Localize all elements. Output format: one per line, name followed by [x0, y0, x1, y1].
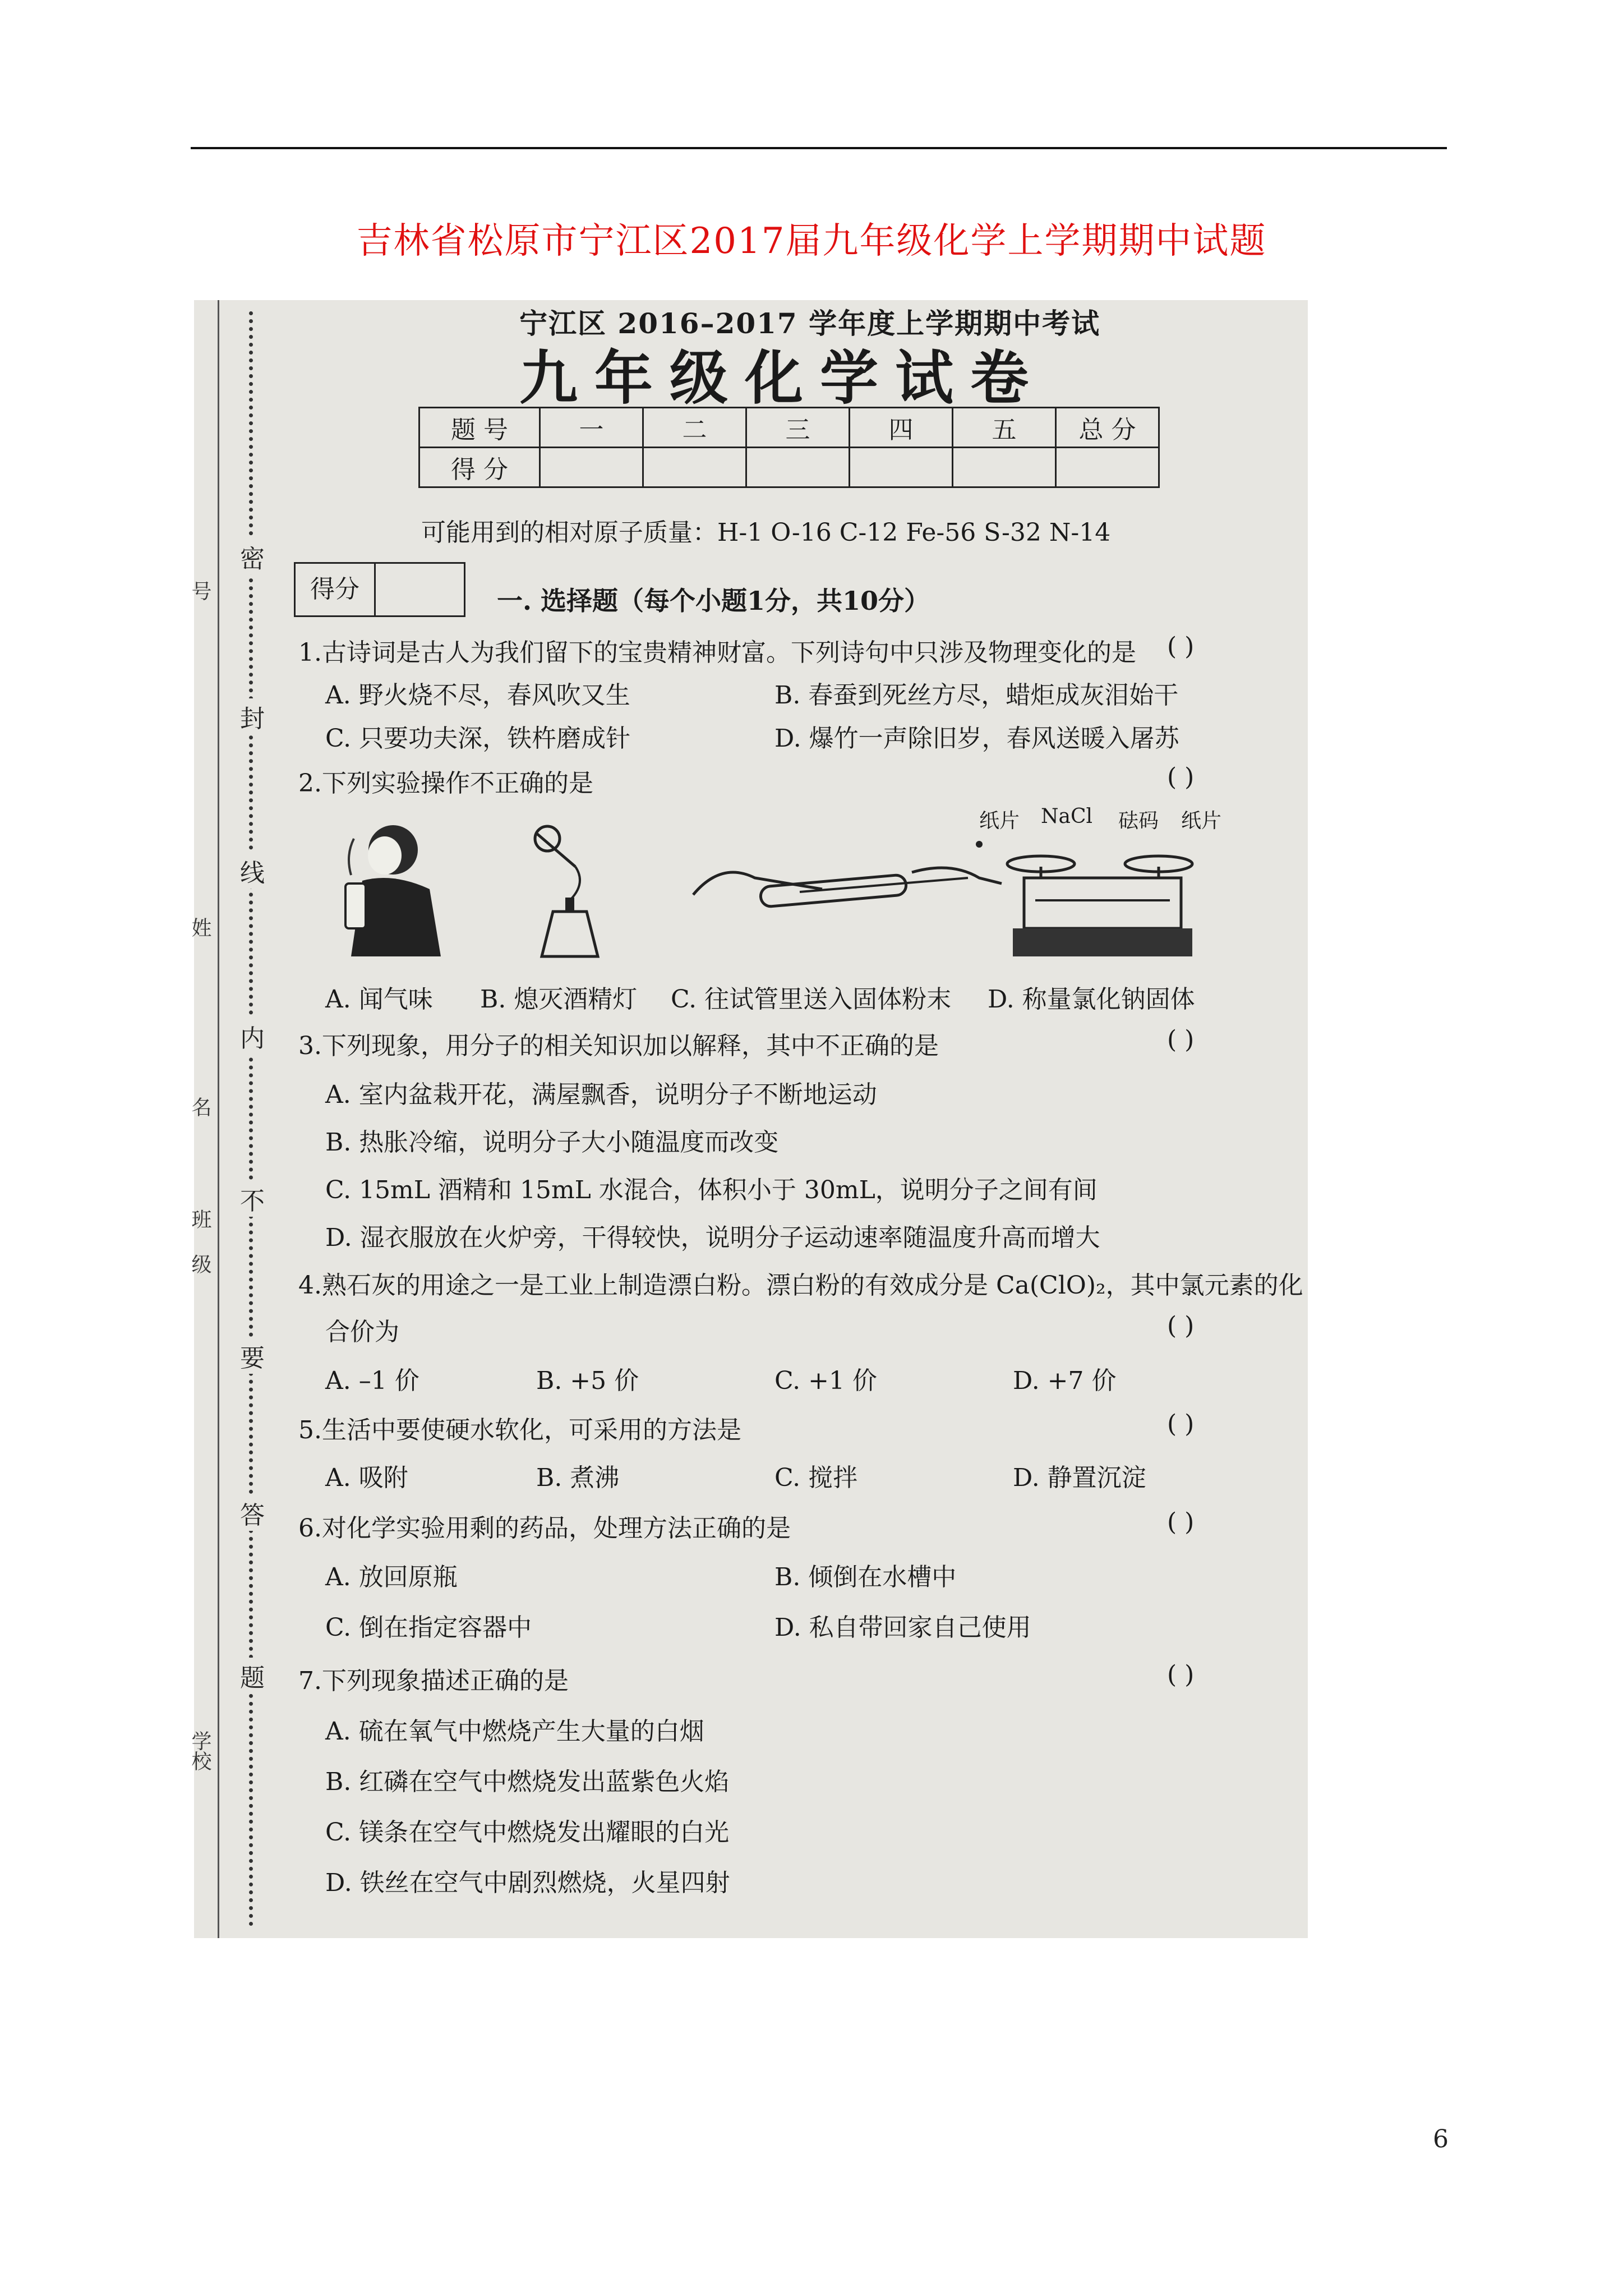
seal-char: 题 [239, 1658, 266, 1694]
score-table-cell: 得 分 [419, 448, 540, 487]
score-table-cell: 二 [643, 408, 746, 448]
option: A. 硫在氧气中燃烧产生大量的白烟 [325, 1717, 704, 1746]
side-field-label: 姓 [188, 917, 211, 937]
question-stem: 3.下列现象，用分子的相关知识加以解释，其中不正确的是 [298, 1032, 939, 1060]
option: D. +7 价 [1013, 1366, 1117, 1395]
option: B. 煮沸 [536, 1464, 620, 1492]
option: A. –1 价 [325, 1366, 419, 1395]
seal-char: 线 [239, 853, 266, 889]
seal-char: 要 [239, 1338, 266, 1374]
figure-label: NaCl [1041, 805, 1093, 828]
seal-char: 答 [239, 1495, 266, 1531]
section-title: 一. 选择题（每个小题1分，共10分） [497, 586, 930, 616]
score-table-header-row [419, 408, 1159, 448]
option: B. 热胀冷缩，说明分子大小随温度而改变 [325, 1128, 779, 1157]
answer-blank: ( ) [1167, 1312, 1195, 1340]
option: D. 称量氯化钠固体 [988, 985, 1195, 1014]
answer-blank: ( ) [1167, 1660, 1195, 1689]
option: A. 野火烧不尽，春风吹又生 [325, 681, 630, 710]
question-stem: 7.下列现象描述正确的是 [298, 1667, 569, 1695]
option: C. 15mL 酒精和 15mL 水混合，体积小于 30mL，说明分子之间有间 [325, 1176, 1098, 1204]
option: D. 私自带回家自己使用 [774, 1613, 1031, 1642]
score-table-cell: 四 [850, 408, 953, 448]
seal-char: 封 [239, 698, 266, 734]
side-field-label: 号 [188, 581, 211, 601]
side-field-label: 名 [188, 1097, 211, 1117]
option: D. 铁丝在空气中剧烈燃烧，火星四射 [325, 1869, 730, 1897]
seal-char: 内 [239, 1018, 266, 1054]
margin-rule [218, 300, 219, 1938]
score-table-cell: 一 [540, 408, 643, 448]
answer-blank: ( ) [1167, 1410, 1195, 1438]
option: A. 闻气味 [325, 985, 433, 1014]
option: C. 往试管里送入固体粉末 [671, 985, 952, 1014]
question-stem: 5.生活中要使硬水软化，可采用的方法是 [298, 1416, 741, 1444]
question-stem: 4.熟石灰的用途之一是工业上制造漂白粉。漂白粉的有效成分是 Ca(ClO)₂，其中氯元素的化 [298, 1271, 1303, 1300]
test-tube-figure [688, 839, 1013, 928]
option: B. 红磷在空气中燃烧发出蓝紫色火焰 [325, 1768, 730, 1796]
option: C. 镁条在空气中燃烧发出耀眼的白光 [325, 1818, 730, 1847]
option: C. 倒在指定容器中 [325, 1613, 532, 1642]
option: B. 熄灭酒精灯 [480, 985, 638, 1014]
option: C. 搅拌 [774, 1464, 858, 1492]
score-table-score-row [419, 448, 1159, 487]
score-input-cell [953, 448, 1056, 487]
side-field-label: 学校 [188, 1731, 211, 1771]
alcohol-lamp-figure [514, 822, 626, 962]
exam-title: 九年级化学试卷 [519, 344, 1046, 412]
question-stem: 1.古诗词是古人为我们留下的宝贵精神财富。下列诗句中只涉及物理变化的是 [298, 638, 1136, 667]
smelling-figure [329, 816, 458, 956]
top-rule [191, 147, 1447, 149]
option: A. 放回原瓶 [325, 1563, 458, 1591]
section-score-box [294, 562, 465, 617]
option: D. 湿衣服放在火炉旁，干得较快，说明分子运动速率随温度升高而增大 [325, 1223, 1100, 1252]
option: B. 春蚕到死丝方尽，蜡炬成灰泪始干 [774, 681, 1179, 710]
seal-char: 不 [239, 1181, 266, 1217]
option: A. 室内盆栽开花，满屋飘香，说明分子不断地运动 [325, 1080, 877, 1109]
score-table-cell: 题 号 [419, 408, 540, 448]
question-stem: 6.对化学实验用剩的药品，处理方法正确的是 [298, 1514, 791, 1543]
side-field-label: 级 [188, 1254, 211, 1274]
score-table-cell: 总 分 [1056, 408, 1159, 448]
balance-figure [1002, 833, 1204, 962]
score-table [418, 407, 1160, 488]
score-input-cell [1056, 448, 1159, 487]
option: C. +1 价 [774, 1366, 877, 1395]
seal-char: 密 [239, 539, 266, 574]
figure-label: 砝码 [1118, 809, 1159, 832]
question-stem: 2.下列实验操作不正确的是 [298, 769, 593, 798]
score-input-cell [850, 448, 953, 487]
scanned-exam-page [188, 300, 1308, 1938]
question-stem-continuation: 合价为 [325, 1318, 399, 1346]
figure-label: 纸片 [979, 809, 1020, 832]
atomic-masses: 可能用到的相对原子质量：H-1 O-16 C-12 Fe-56 S-32 N-14 [421, 518, 1111, 547]
option: A. 吸附 [325, 1464, 408, 1492]
answer-blank: ( ) [1167, 1025, 1195, 1054]
side-field-label: 班 [188, 1209, 211, 1229]
score-table-cell: 三 [746, 408, 850, 448]
answer-blank: ( ) [1167, 763, 1195, 792]
score-input-cell [540, 448, 643, 487]
score-table-cell: 五 [953, 408, 1056, 448]
answer-blank: ( ) [1167, 632, 1195, 661]
option: C. 只要功夫深，铁杵磨成针 [325, 724, 631, 753]
exam-subtitle: 宁江区 2016–2017 学年度上学期期中考试 [519, 307, 1101, 340]
document-heading: 吉林省松原市宁江区2017届九年级化学上学期期中试题 [356, 220, 1267, 262]
figure-label: 纸片 [1181, 809, 1222, 832]
page-number: 6 [1433, 2125, 1449, 2154]
answer-blank: ( ) [1167, 1508, 1195, 1536]
option: D. 爆竹一声除旧岁，春风送暖入屠苏 [774, 724, 1179, 753]
option: B. 倾倒在水槽中 [774, 1563, 957, 1591]
option: B. +5 价 [536, 1366, 639, 1395]
score-input-cell [746, 448, 850, 487]
score-input-cell [643, 448, 746, 487]
option: D. 静置沉淀 [1013, 1464, 1146, 1492]
score-box-label: 得分 [296, 564, 376, 615]
